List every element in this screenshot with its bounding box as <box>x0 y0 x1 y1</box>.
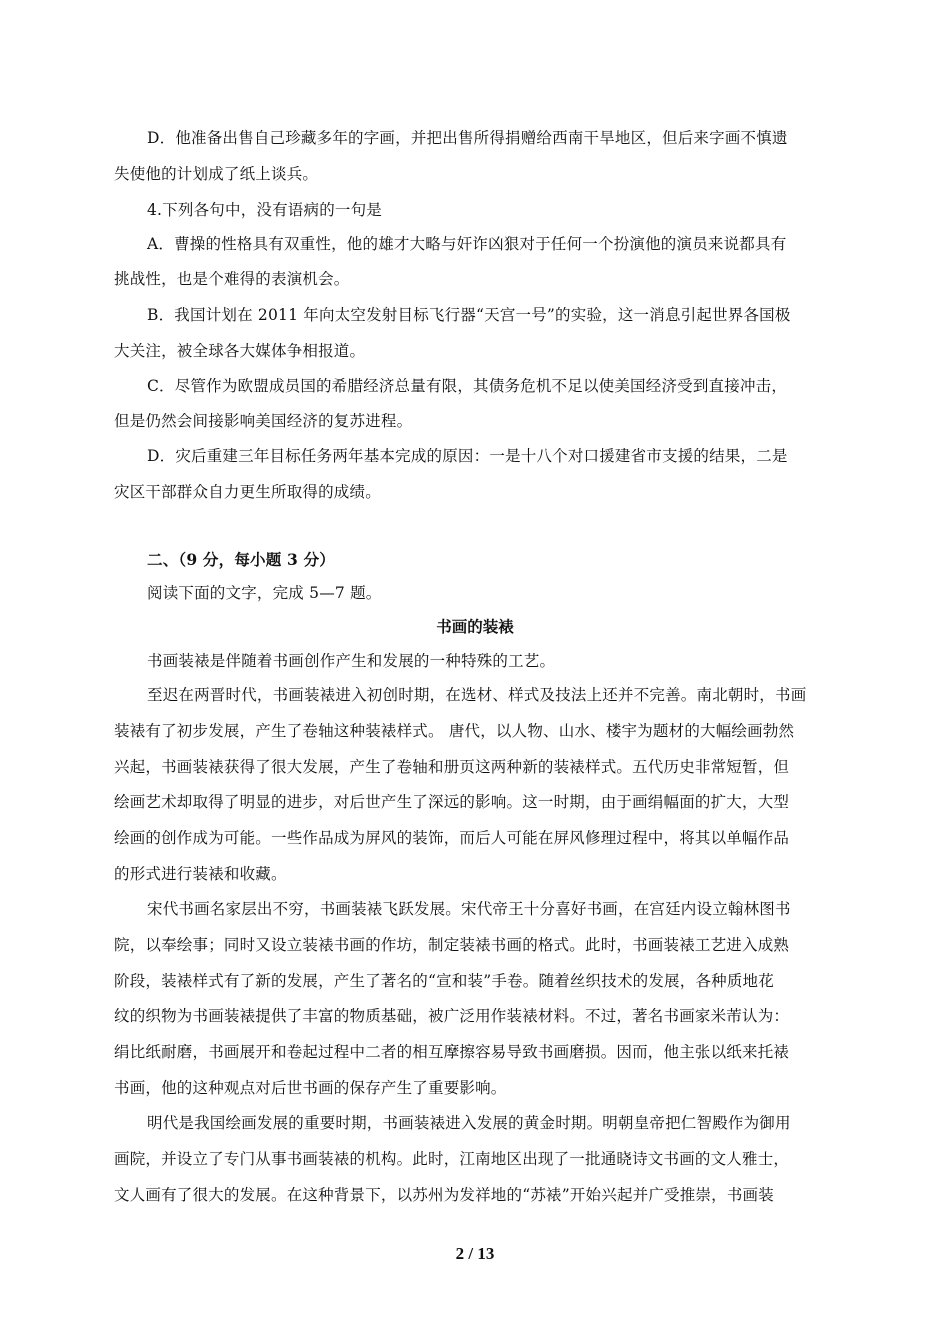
article-paragraph-line: 装裱有了初步发展，产生了卷轴这种装裱样式。 唐代，以人物、山水、楼宇为题材的大幅绘画勃然 <box>114 722 795 740</box>
q4-option-c-line-2: 但是仍然会间接影响美国经济的复苏进程。 <box>114 412 413 430</box>
section-heading: 二、（9 分，每小题 3 分） <box>147 550 336 569</box>
q4-option-b-line-2: 大关注，被全球各大媒体争相报道。 <box>114 342 366 360</box>
q4-option-d-line-2: 灾区干部群众自力更生所取得的成绩。 <box>114 483 381 501</box>
section-instruction: 阅读下面的文字，完成 5—7 题。 <box>147 584 382 602</box>
article-paragraph-line: 书画装裱是伴随着书画创作产生和发展的一种特殊的工艺。 <box>147 652 556 670</box>
article-paragraph-line: 纹的织物为书画装裱提供了丰富的物质基础，被广泛用作装裱材料。不过，著名书画家米芾认为： <box>114 1007 790 1025</box>
article-paragraph-line: 画院，并设立了专门从事书画装裱的机构。此时，江南地区出现了一批通晓诗文书画的文人雅士， <box>114 1150 790 1168</box>
article-paragraph-line: 书画，他的这种观点对后世书画的保存产生了重要影响。 <box>114 1079 507 1097</box>
article-paragraph-line: 院，以奉绘事；同时又设立装裱书画的作坊，制定装裱书画的格式。此时，书画装裱工艺进入成熟 <box>114 936 790 954</box>
q3-option-d-line-2: 失使他的计划成了纸上谈兵。 <box>114 165 319 183</box>
article-paragraph-line: 兴起，书画装裱获得了很大发展，产生了卷轴和册页这两种新的装裱样式。五代历史非常短暂，但 <box>114 758 790 776</box>
article-paragraph-line: 绘画艺术却取得了明显的进步，对后世产生了深远的影响。这一时期，由于画绢幅面的扩大，大型 <box>114 793 790 811</box>
q4-stem: 4.下列各句中，没有语病的一句是 <box>147 201 382 219</box>
page-number: 2 / 13 <box>455 1244 495 1263</box>
article-paragraph-line: 的形式进行装裱和收藏。 <box>114 865 287 883</box>
article-paragraph-line: 明代是我国绘画发展的重要时期，书画装裱进入发展的黄金时期。明朝皇帝把仁智殿作为御用 <box>147 1114 791 1132</box>
article-paragraph-line: 宋代书画名家层出不穷，书画装裱飞跃发展。宋代帝王十分喜好书画，在宫廷内设立翰林图书 <box>147 900 791 918</box>
article-paragraph-line: 阶段，装裱样式有了新的发展，产生了著名的“宣和装”手卷。随着丝织技术的发展，各种质地花 <box>114 972 774 990</box>
q4-option-d-line-1: D．灾后重建三年目标任务两年基本完成的原因：一是十八个对口援建省市支援的结果，二是 <box>147 447 788 465</box>
article-paragraph-line: 至迟在两晋时代，书画装裱进入初创时期，在选材、样式及技法上还并不完善。南北朝时，书画 <box>147 686 807 704</box>
article-paragraph-line: 绢比纸耐磨，书画展开和卷起过程中二者的相互摩擦容易导致书画磨损。因而，他主张以纸来托裱 <box>114 1043 790 1061</box>
article-paragraph-line: 绘画的创作成为可能。一些作品成为屏风的装饰，而后人可能在屏风修理过程中，将其以单幅作品 <box>114 829 790 847</box>
q4-option-c-line-1: C．尽管作为欧盟成员国的希腊经济总量有限，其债务危机不足以使美国经济受到直接冲击， <box>147 377 788 395</box>
q4-option-a-line-2: 挑战性，也是个难得的表演机会。 <box>114 270 350 288</box>
q4-option-b-line-1: B．我国计划在 2011 年向太空发射目标飞行器“天宫一号”的实验，这一消息引起世界各国极 <box>147 306 791 324</box>
article-title: 书画的装裱 <box>436 617 514 636</box>
q3-option-d-line-1: D．他准备出售自己珍藏多年的字画，并把出售所得捐赠给西南干旱地区，但后来字画不慎遗 <box>147 129 788 147</box>
q4-option-a-line-1: A．曹操的性格具有双重性，他的雄才大略与奸诈凶狠对于任何一个扮演他的演员来说都具有 <box>147 235 787 253</box>
article-paragraph-line: 文人画有了很大的发展。在这种背景下，以苏州为发祥地的“苏裱”开始兴起并广受推崇，书画装 <box>114 1186 774 1204</box>
